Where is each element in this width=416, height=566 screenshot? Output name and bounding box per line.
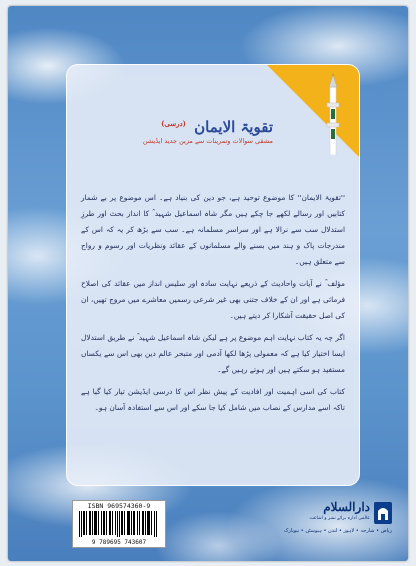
publisher-cities: ریاض • شارجہ • لاہور • لندن • ہیوسٹن • نیویارک	[283, 528, 392, 534]
isbn-digits: 9 789695 743607	[91, 539, 147, 546]
minaret-image	[315, 73, 351, 155]
book-back-cover	[8, 6, 408, 561]
title-text: تقویۃ الایمان	[194, 118, 273, 136]
book-subtitle: مشقی سوالات وتمرینات سے مزین جدید ایڈیشن	[142, 137, 273, 145]
publisher-logo-icon	[374, 502, 392, 524]
publisher-block	[264, 498, 394, 546]
description-body	[81, 190, 345, 422]
barcode-bars	[79, 511, 159, 537]
paragraph-3: اگر چہ یہ کتاب نہایت اہم موضوع پر ہے لیکن شاہ اسماعیل شہید ؒ نے طریق استدلال ایسا اختیار کیا ہے کہ معمولی پڑھا لکھا آدمی اور متبحر عالم دین بھی اس سے یکساں مستفید ہو سکتے ہیں اور ہوتے رہیں گے۔	[81, 333, 345, 374]
paragraph-1: ''تقویۃ الایمان'' کا موضوع توحید ہے، جو دین کی بنیاد ہے۔ اس موضوع پر بے شمار کتابیں اور رسالے لکھے جا چکے ہیں مگر شاہ اسماعیل شہید ؒ کا انداز بحث اور طرزِ استدلال سب سے نرالا ہے اور سراسر مسلمانہ ہے۔ سب سے بڑھ کر یہ کہ اس کے مندرجات پاک و ہند میں بسنے والے مسلمانوں کے عقائد ونظریات اور رسوم و رواج سے متعلق ہیں۔	[81, 193, 345, 266]
isbn-text: ISBN 969574360-9	[87, 502, 151, 510]
barcode	[72, 500, 166, 548]
publisher-tagline: عالمی ادارہ برائے نشر و اشاعت	[309, 516, 370, 521]
title-superscript: (درسی)	[161, 119, 186, 128]
text-panel	[66, 64, 360, 486]
publisher-name: دارالسلام	[323, 500, 370, 514]
paragraph-4: کتاب کی اسی اہمیت اور افادیت کے پیش نظر اس کا درسی ایڈیشن تیار کیا گیا ہے تاکہ اسے مدارس کے نصاب میں شامل کیا جا سکے اور اس سے استفادہ آسان ہو۔	[81, 387, 345, 412]
paragraph-2: مؤلف ؒ نے آیات واحادیث کے ذریعے نہایت سادہ اور سلیس انداز میں عقائد کی اصلاح فرمائی ہے اور ان کے خلاف جتنی بھی غیر شرعی رسمیں معاشرے میں مروج تھیں، ان کی اصل حقیقت آشکارا کر دیتے ہیں۔	[81, 279, 345, 320]
book-title	[153, 115, 273, 136]
